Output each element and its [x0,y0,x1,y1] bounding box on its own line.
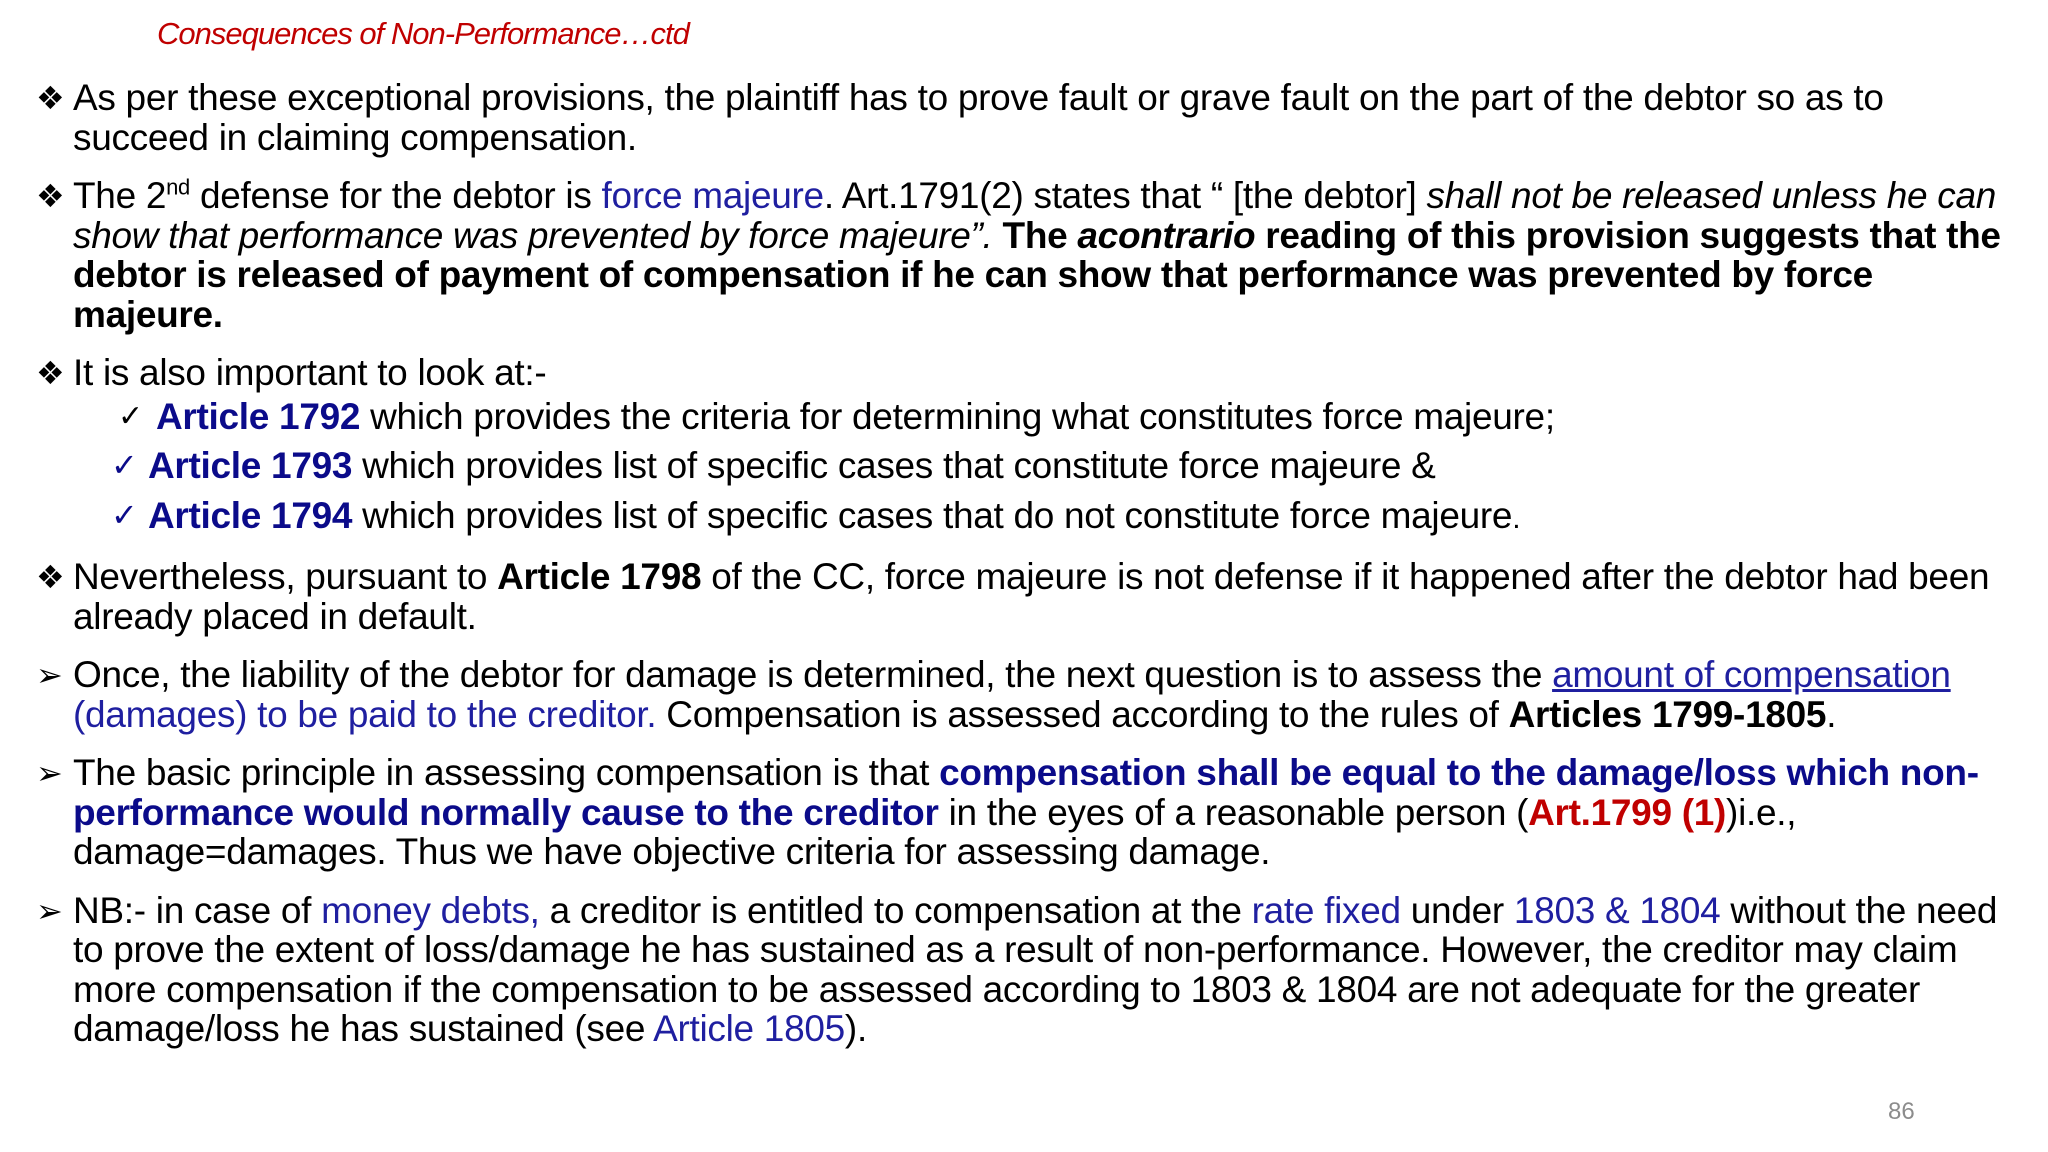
slide-body [30,78,2020,1068]
diamond-bullet-icon: ❖ [36,558,65,596]
check-icon: ✓ [118,398,143,434]
paragraph-article-1798: ❖ Nevertheless, pursuant to Article 1798 of the CC, force majeure is not defense if it happened after the debtor had been already placed in default. [36,556,1990,637]
arrow-bullet-icon: ➢ [36,754,63,792]
force-majeure-term: force majeure [601,175,824,216]
checklist-item-1793: ✓ Article 1793 which provides list of specific cases that constitute force majeure & [111,445,1436,486]
paragraph-exceptional-provisions: ❖ As per these exceptional provisions, the plaintiff has to prove fault or grave fault on the part of the debtor so as to succeed in claiming compensation. [36,77,1884,158]
paragraph-important-articles: ❖ It is also important to look at:- ✓ Article 1792 which provides the criteria for determining what constitutes force majeure; ✓ Article 1793 which provides list of specific cases that constitute force majeure & ✓ Article 1794 which provides list of specific cases that do not constitute force majeure. [30,353,2020,538]
checklist-item-1794: ✓ Article 1794 which provides list of specific cases that do not constitute force majeure. [111,494,1521,536]
check-icon: ✓ [111,446,138,484]
diamond-bullet-icon: ❖ [36,79,65,117]
diamond-bullet-icon: ❖ [36,177,65,215]
checklist-item-1792: ✓ Article 1792 which provides the criteria for determining what constitutes force majeure; [118,395,1555,437]
arrow-bullet-icon: ➢ [36,891,63,930]
paragraph-second-defense: ❖ The 2nd defense for the debtor is force majeure. Art.1791(2) states that “ [the debtor] shall not be released unless he can show that performance was prevented by force majeure”. The acontrario reading of this provision suggests that the debtor is released of payment of compensation if he can show that performance was prevented by force majeure. [36,174,2001,335]
arrow-bullet-icon: ➢ [36,656,63,694]
paragraph-amount-of-compensation: ➢ Once, the liability of the debtor for damage is determined, the next question is to assess the amount of compensation (damages) to be paid to the creditor. Compensation is assessed according to the rules of Articles 1799-1805. [36,654,1951,735]
paragraph-basic-principle: ➢ The basic principle in assessing compensation is that compensation shall be equal to the damage/loss which non-performance would normally cause to the creditor in the eyes of a reasonable person (Art.1799 (1))i.e., damage=damages. Thus we have objective criteria for assessing damage. [36,752,1979,872]
article-checklist [73,397,2020,539]
diamond-bullet-icon: ❖ [36,354,65,392]
paragraph-money-debts: ➢ NB:- in case of money debts, a creditor is entitled to compensation at the rate fixed under 1803 & 1804 without the need to prove the extent of loss/damage he has sustained as a result of non-performance. However, the creditor may claim more compensation if the compensation to be assessed according to 1803 & 1804 are not adequate for the greater damage/loss he has sustained (see Article 1805). [36,889,1998,1049]
page-number: 86 [1888,1098,1915,1125]
slide-title: Consequences of Non-Performance…ctd [157,16,689,51]
check-icon: ✓ [111,495,138,534]
amount-of-compensation-link[interactable]: amount of compensation [1552,654,1951,695]
